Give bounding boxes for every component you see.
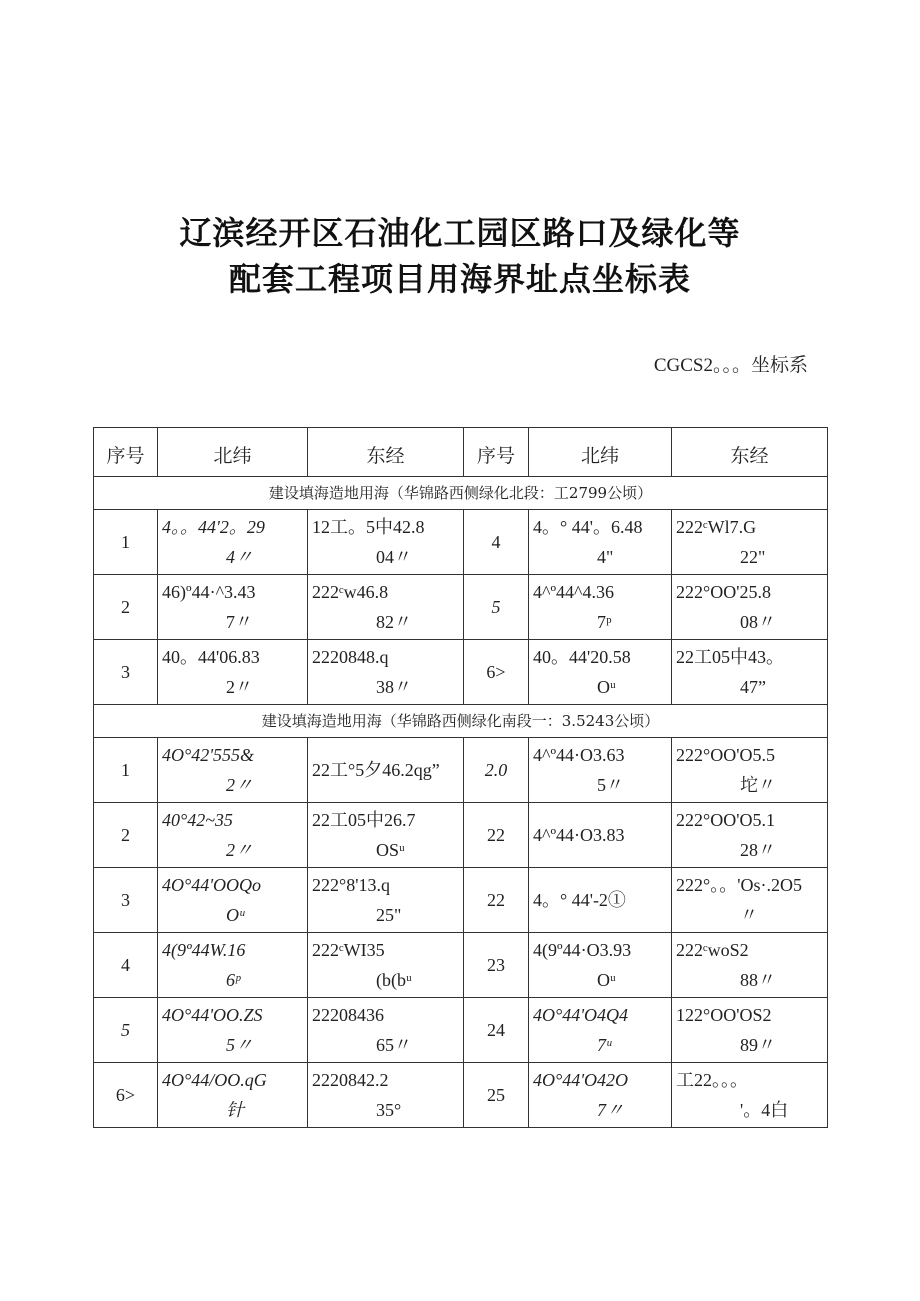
longitude-cell-a-line-1: 222ᶜw46.8 xyxy=(312,582,389,602)
latitude-cell-b xyxy=(529,933,672,998)
latitude-cell-a-line-1: 40。44'06.83 xyxy=(162,647,260,667)
longitude-cell-a-line-2: 82〃 xyxy=(376,612,412,632)
table-row xyxy=(94,998,828,1063)
longitude-cell-a-line-1: 12工。5中42.8 xyxy=(312,517,425,537)
coordinates-table xyxy=(93,427,828,1128)
longitude-cell-b xyxy=(672,998,828,1063)
latitude-cell-b-line-1: 4^º44^4.36 xyxy=(533,582,614,602)
seq-cell-b: 22 xyxy=(464,868,529,933)
seq-cell-b: 24 xyxy=(464,998,529,1063)
latitude-cell-a-line-2: 7〃 xyxy=(226,612,253,632)
latitude-cell-a-line-1: 4O°44'OOQo xyxy=(162,875,262,895)
longitude-cell-a-line-1: 222°8'13.q xyxy=(312,875,390,895)
document-title-line-1: 辽滨经开区石油化工园区路口及绿化等 xyxy=(179,214,741,252)
longitude-cell-b xyxy=(672,933,828,998)
latitude-cell-b-line-1: 40。44'20.58 xyxy=(533,647,631,667)
seq-cell-a: 5 xyxy=(94,998,158,1063)
seq-cell-a: 3 xyxy=(94,868,158,933)
section-title-row xyxy=(94,705,828,738)
seq-cell-a: 6> xyxy=(94,1063,158,1128)
longitude-cell-b-line-1: 222ᶜwoS2 xyxy=(676,940,749,960)
longitude-cell-b-line-2: '。4白 xyxy=(740,1100,789,1120)
longitude-cell-a-line-1: 22工°5夕46.2qg” xyxy=(312,760,440,780)
coordinate-system-label: CGCS2。。。坐标系 xyxy=(653,355,808,376)
latitude-cell-b xyxy=(529,868,672,933)
longitude-cell-b-line-2: 89〃 xyxy=(740,1035,776,1055)
seq-cell-b: 4 xyxy=(464,510,529,575)
latitude-cell-b-line-2: 4" xyxy=(597,547,614,567)
latitude-cell-a xyxy=(158,998,308,1063)
longitude-cell-a xyxy=(308,510,464,575)
latitude-cell-b-line-1: 4。° 44'-2① xyxy=(533,890,626,910)
latitude-cell-a-line-1: 4O°44'OO.ZS xyxy=(162,1005,263,1025)
latitude-cell-b-line-1: 4O°44'O4Q4 xyxy=(533,1005,629,1025)
latitude-cell-b-line-2: Oᵘ xyxy=(597,970,616,990)
latitude-cell-a-line-2: 2〃 xyxy=(226,840,253,860)
seq-cell-b: 5 xyxy=(464,575,529,640)
longitude-cell-a-line-2: 35° xyxy=(376,1100,402,1120)
longitude-cell-b-line-2: 28〃 xyxy=(740,840,776,860)
latitude-cell-b-line-2: 7ᵘ xyxy=(597,1035,612,1055)
latitude-cell-a xyxy=(158,1063,308,1128)
seq-cell-b: 6> xyxy=(464,640,529,705)
latitude-cell-a-line-1: 4O°42'555& xyxy=(162,745,255,765)
latitude-cell-b-line-1: 4^º44·O3.63 xyxy=(533,745,625,765)
longitude-cell-a xyxy=(308,803,464,868)
latitude-cell-b xyxy=(529,640,672,705)
latitude-cell-b-line-1: 4(9º44·O3.93 xyxy=(533,940,632,960)
latitude-cell-a-line-2: 2〃 xyxy=(226,775,253,795)
latitude-cell-b xyxy=(529,510,672,575)
longitude-cell-a xyxy=(308,1063,464,1128)
header-lon-b: 东经 xyxy=(672,428,828,477)
seq-cell-b: 2.0 xyxy=(464,738,529,803)
latitude-cell-a xyxy=(158,933,308,998)
latitude-cell-a xyxy=(158,738,308,803)
longitude-cell-a xyxy=(308,575,464,640)
longitude-cell-b xyxy=(672,868,828,933)
longitude-cell-b xyxy=(672,738,828,803)
longitude-cell-a-line-2: (b(bᵘ xyxy=(376,970,412,990)
latitude-cell-b-line-2: Oᵘ xyxy=(597,677,616,697)
longitude-cell-b-line-1: 222°。。'Os·.2O5 xyxy=(676,875,802,895)
latitude-cell-a-line-1: 4O°44/OO.qG xyxy=(162,1070,267,1090)
document-title-line-2: 配套工程项目用海界址点坐标表 xyxy=(228,260,691,298)
longitude-cell-b-line-2: 88〃 xyxy=(740,970,776,990)
latitude-cell-b xyxy=(529,803,672,868)
seq-cell-a: 4 xyxy=(94,933,158,998)
longitude-cell-b-line-2: 〃 xyxy=(740,905,758,925)
latitude-cell-b-line-2: 5〃 xyxy=(597,775,624,795)
section-title: 建设填海造地用海（华锦路西侧绿化南段一：3.5243公顷） xyxy=(94,705,828,738)
longitude-cell-b-line-1: 122°OO'OS2 xyxy=(676,1005,772,1025)
latitude-cell-a-line-1: 4(9º44W.16 xyxy=(162,940,246,960)
longitude-cell-b-line-1: 222°OO'O5.1 xyxy=(676,810,775,830)
latitude-cell-a xyxy=(158,640,308,705)
seq-cell-a: 1 xyxy=(94,510,158,575)
latitude-cell-b-line-1: 4O°44'O42O xyxy=(533,1070,629,1090)
longitude-cell-b-line-2: 47” xyxy=(740,677,766,697)
seq-cell-b: 22 xyxy=(464,803,529,868)
longitude-cell-a-line-1: 2220842.2 xyxy=(312,1070,389,1090)
latitude-cell-a-line-2: Oᵘ xyxy=(226,905,245,925)
latitude-cell-a-line-1: 46)º44·^3.43 xyxy=(162,582,256,602)
longitude-cell-b xyxy=(672,510,828,575)
latitude-cell-a-line-2: 4〃 xyxy=(226,547,253,567)
latitude-cell-a-line-1: 4。。44'2。29 xyxy=(162,517,265,537)
longitude-cell-a-line-2: 38〃 xyxy=(376,677,412,697)
table-row xyxy=(94,1063,828,1128)
longitude-cell-a-line-2: OSᵘ xyxy=(376,840,405,860)
longitude-cell-a-line-2: 04〃 xyxy=(376,547,412,567)
longitude-cell-b xyxy=(672,803,828,868)
header-lon-a: 东经 xyxy=(308,428,464,477)
longitude-cell-a-line-1: 22工05中26.7 xyxy=(312,810,416,830)
latitude-cell-b-line-1: 4。° 44'。6.48 xyxy=(533,517,643,537)
latitude-cell-a xyxy=(158,868,308,933)
longitude-cell-a xyxy=(308,868,464,933)
longitude-cell-b xyxy=(672,1063,828,1128)
seq-cell-a: 3 xyxy=(94,640,158,705)
header-lat-a: 北纬 xyxy=(158,428,308,477)
section-title: 建设填海造地用海（华锦路西侧绿化北段：工2799公顷） xyxy=(94,477,828,510)
longitude-cell-a-line-1: 222ᶜWI35 xyxy=(312,940,385,960)
latitude-cell-b xyxy=(529,1063,672,1128)
table-header-row xyxy=(94,428,828,477)
longitude-cell-b-line-1: 222°OO'O5.5 xyxy=(676,745,775,765)
latitude-cell-a-line-2: 5〃 xyxy=(226,1035,253,1055)
table-row xyxy=(94,738,828,803)
latitude-cell-b-line-2: 7〃 xyxy=(597,1100,624,1120)
table-row xyxy=(94,803,828,868)
table-row xyxy=(94,575,828,640)
table-row xyxy=(94,933,828,998)
seq-cell-b: 23 xyxy=(464,933,529,998)
longitude-cell-b-line-2: 坨〃 xyxy=(740,775,776,795)
longitude-cell-b xyxy=(672,575,828,640)
longitude-cell-a xyxy=(308,738,464,803)
table-row xyxy=(94,640,828,705)
latitude-cell-a-line-2: 6ᵖ xyxy=(226,970,241,990)
header-seq-b: 序号 xyxy=(464,428,529,477)
longitude-cell-a xyxy=(308,933,464,998)
latitude-cell-b-line-2: 7ᵖ xyxy=(597,612,612,632)
seq-cell-a: 2 xyxy=(94,575,158,640)
latitude-cell-a xyxy=(158,510,308,575)
latitude-cell-b xyxy=(529,738,672,803)
longitude-cell-b-line-2: 22" xyxy=(740,547,766,567)
latitude-cell-a xyxy=(158,575,308,640)
longitude-cell-a-line-2: 65〃 xyxy=(376,1035,412,1055)
header-lat-b: 北纬 xyxy=(529,428,672,477)
longitude-cell-a-line-1: 2220848.q xyxy=(312,647,389,667)
seq-cell-a: 1 xyxy=(94,738,158,803)
latitude-cell-a xyxy=(158,803,308,868)
latitude-cell-b-line-1: 4^º44·O3.83 xyxy=(533,825,625,845)
seq-cell-b: 25 xyxy=(464,1063,529,1128)
longitude-cell-b-line-1: 222ᶜWl7.G xyxy=(676,517,757,537)
latitude-cell-a-line-2: 针 xyxy=(226,1100,244,1120)
latitude-cell-a-line-1: 40°42~35 xyxy=(162,810,233,830)
header-seq-a: 序号 xyxy=(94,428,158,477)
table-row xyxy=(94,868,828,933)
seq-cell-a: 2 xyxy=(94,803,158,868)
longitude-cell-a xyxy=(308,640,464,705)
longitude-cell-a xyxy=(308,998,464,1063)
section-title-row xyxy=(94,477,828,510)
latitude-cell-b xyxy=(529,998,672,1063)
longitude-cell-b-line-1: 工22。。。 xyxy=(676,1070,748,1090)
latitude-cell-a-line-2: 2〃 xyxy=(226,677,253,697)
longitude-cell-b-line-2: 08〃 xyxy=(740,612,776,632)
longitude-cell-b-line-1: 22工05中43。 xyxy=(676,647,784,667)
latitude-cell-b xyxy=(529,575,672,640)
longitude-cell-b-line-1: 222°OO'25.8 xyxy=(676,582,771,602)
longitude-cell-a-line-2: 25" xyxy=(376,905,402,925)
longitude-cell-b xyxy=(672,640,828,705)
table-row xyxy=(94,510,828,575)
longitude-cell-a-line-1: 22208436 xyxy=(312,1005,384,1025)
